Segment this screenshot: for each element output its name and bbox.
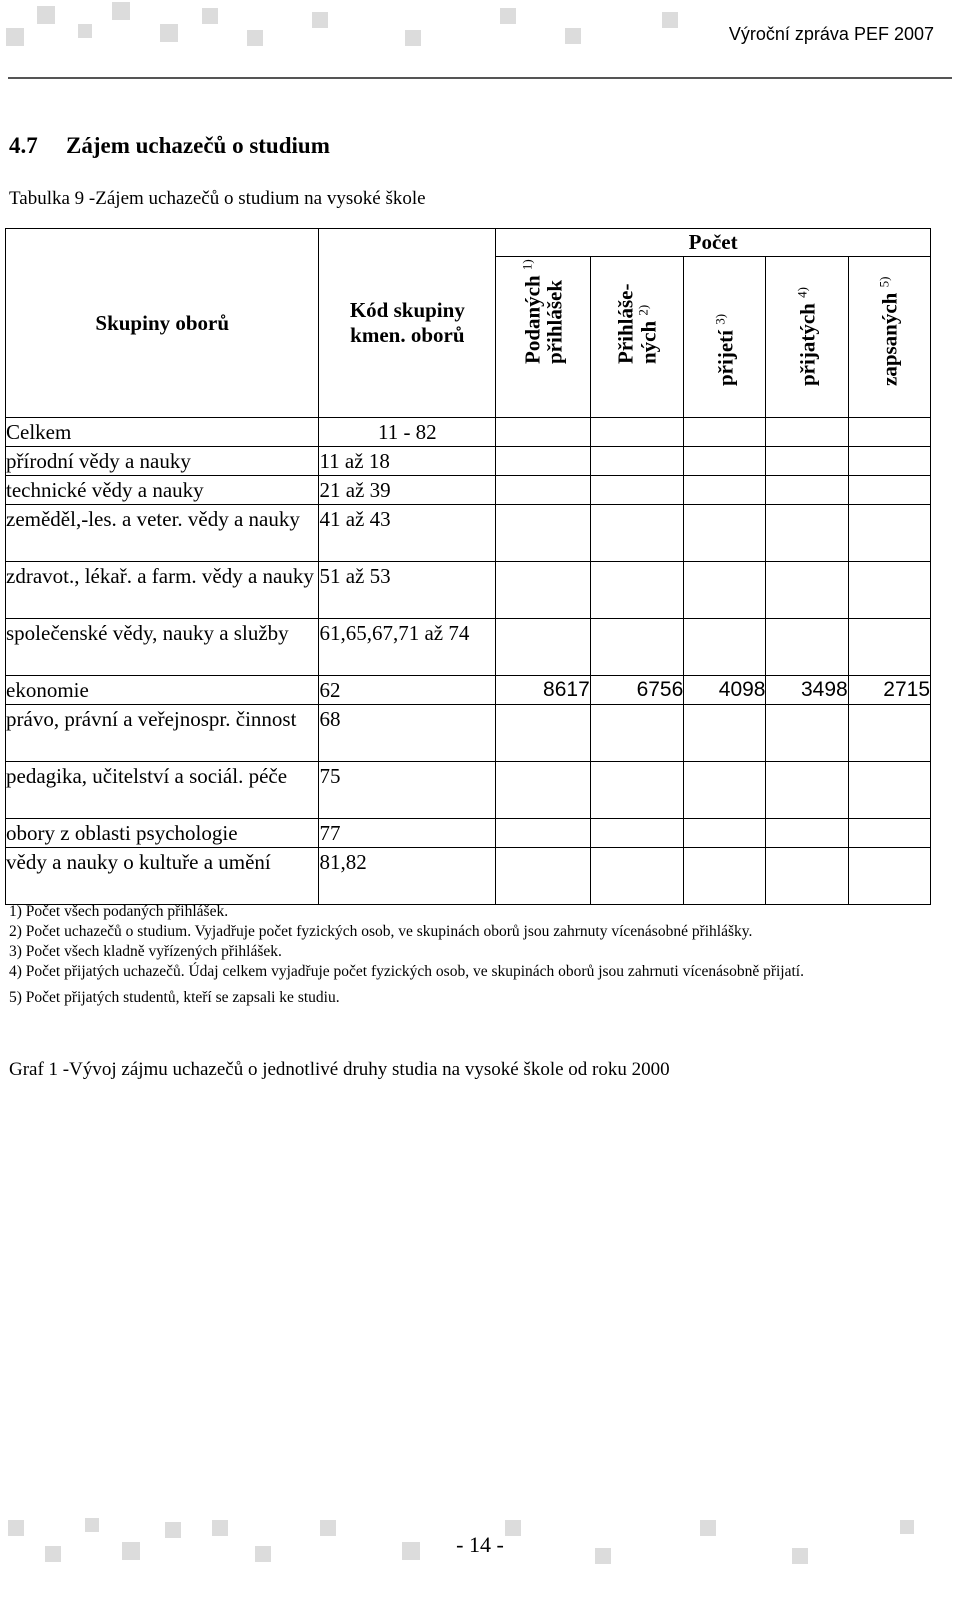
cell-value [590,705,684,762]
cell-value [766,505,848,562]
cell-value [848,619,930,676]
cell-value [848,505,930,562]
cell-value [684,476,766,505]
cell-value [684,418,766,447]
cell-value [496,762,591,819]
cell-value [684,562,766,619]
cell-value [766,705,848,762]
cell-value [496,619,591,676]
section-title: Zájem uchazečů o studium [66,133,330,158]
cell-code: 61,65,67,71 až 74 [319,619,496,676]
cell-code: 21 až 39 [319,476,496,505]
cell-value [590,562,684,619]
cell-value [590,819,684,848]
cell-group: obory z oblasti psychologie [6,819,319,848]
header-enrolled: zapsaných $^{5)}$ [848,257,930,418]
cell-value [496,505,591,562]
header-code: Kód skupiny kmen. oborů [319,229,496,418]
decorative-square [247,30,263,46]
cell-value [590,418,684,447]
cell-value [766,762,848,819]
cell-group: technické vědy a nauky [6,476,319,505]
cell-value [848,476,930,505]
table-row [6,447,931,476]
header-group: Skupiny oborů [6,229,319,418]
header-applicants: Přihláše- ných $^{2)}$ [590,257,684,418]
header-admissions: přijetí $^{3)}$ [684,257,766,418]
footnote: 1) Počet všech podaných přihlášek. [9,903,229,920]
cell-value [766,819,848,848]
cell-code: 75 [319,762,496,819]
cell-value [766,418,848,447]
cell-value [590,762,684,819]
cell-code: 41 až 43 [319,505,496,562]
cell-value [684,762,766,819]
cell-value [496,562,591,619]
cell-code: 11 až 18 [319,447,496,476]
cell-value [684,447,766,476]
cell-value [848,562,930,619]
cell-group: společenské vědy, nauky a služby [6,619,319,676]
cell-group: ekonomie [6,676,319,705]
cell-value [766,476,848,505]
table-caption: Tabulka 9 -Zájem uchazečů o studium na vysoké škole [9,188,426,209]
cell-value [496,819,591,848]
cell-value [848,705,930,762]
table-row [6,505,931,562]
table-row [6,619,931,676]
decorative-square [160,24,178,42]
decorative-square [312,12,328,28]
cell-value [684,848,766,905]
cell-value [766,619,848,676]
cell-value [766,447,848,476]
header-rule [8,77,952,79]
cell-code: 81,82 [319,848,496,905]
footnote: 4) Počet přijatých uchazečů. Údaj celkem vyjadřuje počet fyzických osob, ve skupinách oborů jsou zahrnuti vícenásobně přijatí. [9,963,804,980]
decorative-square [112,2,130,20]
decorative-square [662,12,678,28]
cell-code: 77 [319,819,496,848]
decorative-square [6,28,24,46]
footnote: 3) Počet všech kladně vyřízených přihlášek. [9,943,282,960]
cell-code: 51 až 53 [319,562,496,619]
cell-group: vědy a nauky o kultuře a umění [6,848,319,905]
cell-code: 11 - 82 [319,418,496,447]
cell-value: 3498 [766,676,848,705]
cell-group: přírodní vědy a nauky [6,447,319,476]
cell-value [684,619,766,676]
table-row [6,848,931,905]
cell-value [590,848,684,905]
cell-value [766,562,848,619]
cell-value [848,848,930,905]
cell-value [848,762,930,819]
cell-group: Celkem [6,418,319,447]
graph-caption: Graf 1 -Vývoj zájmu uchazečů o jednotlivé druhy studia na vysoké škole od roku 2000 [9,1059,670,1080]
decorative-square [85,1518,99,1532]
table-row [6,705,931,762]
table-row [6,762,931,819]
header-count-group: Počet [496,229,931,257]
cell-value [496,476,591,505]
cell-value [684,705,766,762]
cell-group: právo, právní a veřejnospr. činnost [6,705,319,762]
cell-value [590,476,684,505]
footnotes [9,902,909,1008]
running-header: Výroční zpráva PEF 2007 [728,24,934,44]
cell-value [684,505,766,562]
cell-value [848,447,930,476]
cell-code: 62 [319,676,496,705]
cell-code: 68 [319,705,496,762]
header-submitted: Podaných $^{1)}$ přihlášek [496,257,591,418]
decorative-square [202,8,218,24]
table-row [6,476,931,505]
footnote: 2) Počet uchazečů o studium. Vyjadřuje počet fyzických osob, ve skupinách oborů jsou zahrnuty vícenásobné přihlášky. [9,923,753,940]
applicants-table [5,228,931,905]
table-row [6,819,931,848]
page-number: - 14 - [456,1532,504,1557]
cell-value [766,848,848,905]
header-admitted: přijatých $^{4)}$ [766,257,848,418]
section-heading [9,133,330,159]
cell-group: pedagika, učitelství a sociál. péče [6,762,319,819]
footnote: 5) Počet přijatých studentů, kteří se zapsali ke studiu. [9,989,340,1006]
table-row [6,562,931,619]
cell-value [496,848,591,905]
cell-value: 6756 [590,676,684,705]
decorative-square [565,28,581,44]
table-row [6,676,931,705]
decorative-square [405,30,421,46]
cell-value [848,418,930,447]
cell-value [848,819,930,848]
cell-value: 2715 [848,676,930,705]
cell-group: zeměděl,-les. a veter. vědy a nauky [6,505,319,562]
cell-value [496,447,591,476]
section-number: 4.7 [9,133,38,158]
decorative-square [500,8,516,24]
table-row [6,418,931,447]
cell-value: 4098 [684,676,766,705]
cell-group: zdravot., lékař. a farm. vědy a nauky [6,562,319,619]
cell-value [590,619,684,676]
cell-value [496,705,591,762]
cell-value [684,819,766,848]
cell-value [590,447,684,476]
cell-value: 8617 [496,676,591,705]
decorative-square [78,24,92,38]
decorative-square [37,6,55,24]
cell-value [590,505,684,562]
cell-value [496,418,591,447]
